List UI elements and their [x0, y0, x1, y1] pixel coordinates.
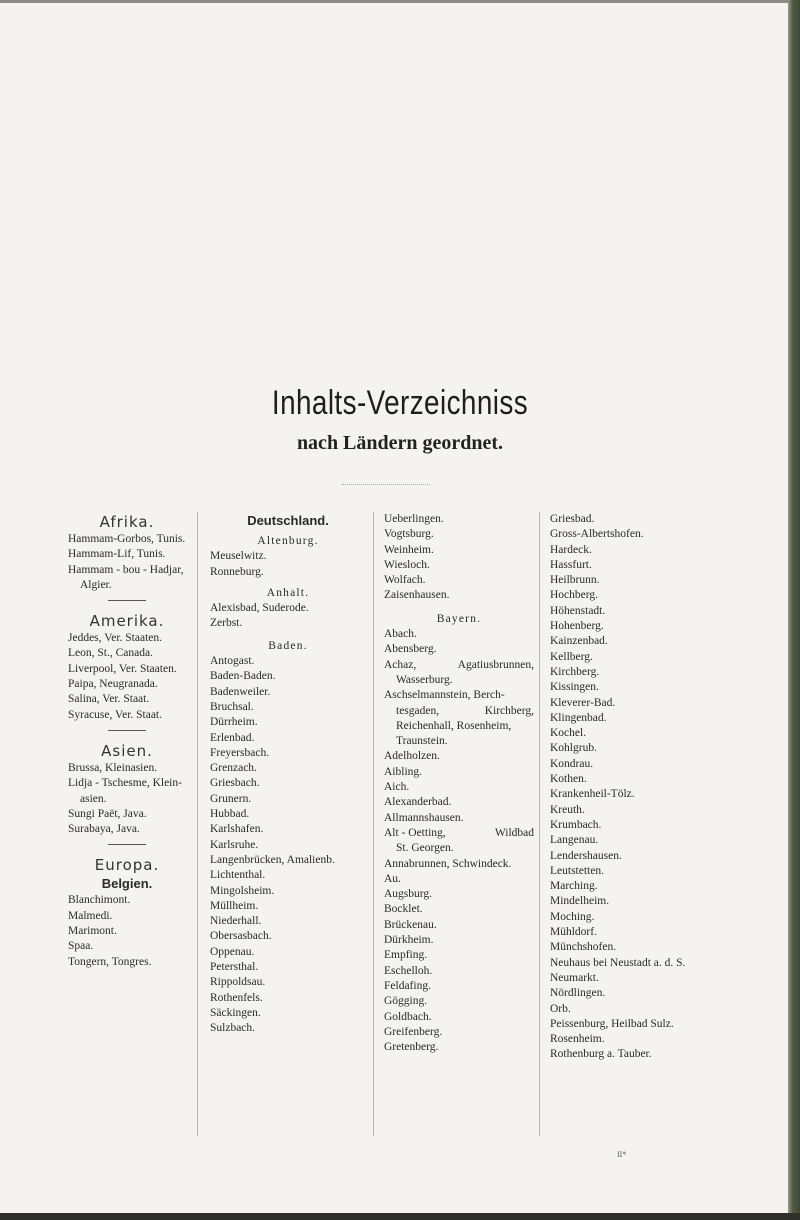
list-item: Antogast. — [210, 655, 255, 668]
list-item: Zaisenhausen. — [384, 589, 450, 602]
list-item: Gretenberg. — [384, 1041, 439, 1054]
page-number: II* — [617, 1150, 627, 1159]
state-heading-altenburg: Altenburg. — [257, 535, 319, 547]
list-item: Moching. — [550, 910, 595, 923]
list-item: Karlsruhe. — [210, 838, 259, 851]
list-item: Feldafing. — [384, 979, 431, 992]
region-heading-asien: Asien. — [101, 741, 153, 760]
list-item: Hammam-Lif, Tunis. — [68, 548, 166, 561]
list-item: Grenzach. — [210, 762, 257, 775]
list-item: Jeddes, Ver. Staaten. — [68, 632, 163, 645]
list-item: Griesbad. — [550, 513, 595, 525]
list-item: Neuhaus bei Neustadt a. d. S. — [550, 956, 686, 969]
list-item: Augsburg. — [384, 888, 433, 901]
list-item: Hochberg. — [550, 589, 599, 602]
list-item — [384, 658, 534, 673]
list-item: Annabrunnen, Schwindeck. — [384, 857, 512, 870]
list-item: Spaa. — [68, 940, 94, 953]
list-item: Mühldorf. — [550, 926, 597, 939]
list-item: Traunstein. — [396, 735, 448, 748]
list-item: Blanchimont. — [68, 894, 131, 907]
list-item: Bocklet. — [384, 903, 423, 916]
list-item: Höhenstadt. — [550, 604, 606, 617]
list-item: Säckingen. — [210, 1006, 261, 1019]
list-item: Brussa, Kleinasien. — [68, 761, 158, 774]
list-item: Vogtsburg. — [384, 528, 434, 541]
list-item: Kreuth. — [550, 803, 585, 816]
list-item: Griesbach. — [210, 777, 260, 790]
list-item: Brückenau. — [384, 918, 437, 931]
list-item: Marimont. — [68, 925, 117, 938]
list-item: Langenau. — [550, 834, 599, 847]
list-item: Heilbrunn. — [550, 574, 600, 587]
list-item-part: Kirchberg, — [484, 704, 534, 717]
list-item: Lendershausen. — [550, 849, 622, 862]
list-item-part: Alt - Oetting, — [384, 826, 446, 839]
list-item: Leon, St., Canada. — [68, 647, 153, 660]
list-item: Hammam - bou - Hadjar, — [68, 563, 184, 576]
list-item: Greifenberg. — [384, 1025, 443, 1038]
list-item: Baden-Baden. — [210, 670, 276, 683]
list-item: Salina, Ver. Staat. — [68, 693, 150, 706]
list-item: Alexisbad, Suderode. — [210, 602, 309, 615]
page-title: Inhalts-Verzeichniss — [271, 384, 529, 422]
list-item: Adelholzen. — [384, 750, 440, 763]
list-item: Karlshafen. — [210, 823, 264, 836]
list-item: Goldbach. — [384, 1010, 432, 1023]
column-3 — [384, 512, 534, 1055]
list-item: Wiesloch. — [384, 558, 430, 571]
list-item: Meuselwitz. — [210, 550, 267, 563]
list-item-part: Agatiusbrunnen, — [457, 658, 534, 671]
list-item: Obersasbach. — [210, 930, 272, 943]
column-divider — [539, 512, 540, 1136]
list-item: Algier. — [80, 578, 112, 591]
page-edge-right — [788, 0, 800, 1220]
list-item: Aich. — [384, 781, 410, 794]
list-item: Aschselmannstein, Berch- — [384, 689, 505, 702]
country-heading-deutschland: Deutschland. — [247, 513, 329, 528]
list-item: Kainzenbad. — [550, 635, 608, 648]
state-heading-bayern: Bayern. — [436, 612, 482, 625]
list-item: Kissingen. — [550, 681, 599, 694]
list-item: Wolfach. — [384, 574, 426, 587]
list-item: Petersthal. — [210, 961, 259, 974]
list-item: Marching. — [550, 880, 598, 893]
list-item: Kirchberg. — [550, 665, 600, 678]
column-2 — [210, 512, 366, 1037]
region-heading-amerika: Amerika. — [89, 612, 165, 631]
list-item: Au. — [384, 872, 401, 885]
list-item: Erlenbad. — [210, 731, 255, 744]
page-edge-top — [0, 0, 800, 3]
list-item: Liverpool, Ver. Staaten. — [68, 662, 177, 675]
list-item: Münchshofen. — [550, 941, 617, 954]
section-rule — [108, 600, 146, 601]
list-item: Hammam-Gorbos, Tunis. — [68, 533, 186, 545]
state-heading-anhalt: Anhalt. — [266, 586, 310, 599]
list-item: Gögging. — [384, 995, 428, 1008]
list-item: Sulzbach. — [210, 1022, 256, 1035]
list-item: Alexanderbad. — [384, 796, 452, 809]
list-item: Hardeck. — [550, 543, 592, 556]
page-subtitle: nach Ländern geordnet. — [296, 432, 504, 454]
list-item: Rothenburg a. Tauber. — [550, 1048, 652, 1061]
list-item: Weinheim. — [384, 543, 434, 556]
list-item: Niederhall. — [210, 915, 262, 928]
list-item: Allmannshausen. — [384, 811, 464, 824]
list-item: Peissenburg, Heilbad Sulz. — [550, 1017, 674, 1030]
list-item: Ronneburg. — [210, 565, 264, 578]
list-item: Orb. — [550, 1002, 571, 1015]
list-item: Syracuse, Ver. Staat. — [68, 708, 163, 721]
list-item: Hubbad. — [210, 808, 250, 821]
list-item: Abach. — [384, 628, 417, 641]
list-item: Klingenbad. — [550, 711, 607, 724]
list-item: Sungi Paët, Java. — [68, 807, 147, 820]
list-item: Mindelheim. — [550, 895, 610, 908]
page-edge-bottom — [0, 1213, 800, 1220]
list-item — [384, 826, 534, 841]
column-divider — [197, 512, 198, 1136]
list-item: Abensberg. — [384, 643, 437, 656]
list-item: Oppenau. — [210, 945, 255, 958]
list-item: Hassfurt. — [550, 558, 592, 571]
list-item: Empfing. — [384, 949, 428, 962]
state-heading-baden: Baden. — [268, 639, 308, 652]
title-ornament — [342, 484, 430, 486]
column-1 — [68, 512, 186, 970]
list-item: Ueberlingen. — [384, 513, 444, 525]
column-divider — [373, 512, 374, 1136]
list-item: Freyersbach. — [210, 746, 270, 759]
list-item-part: tesgaden, — [396, 704, 440, 717]
list-item: Grunern. — [210, 792, 252, 805]
column-4 — [550, 512, 716, 1063]
region-heading-afrika: Afrika. — [99, 513, 155, 531]
list-item: Mingolsheim. — [210, 884, 275, 897]
list-item: Krumbach. — [550, 818, 602, 831]
list-item: Paipa, Neugranada. — [68, 678, 158, 691]
list-item: Hohenberg. — [550, 620, 604, 633]
list-item: Langenbrücken, Amalienb. — [210, 853, 335, 866]
list-item — [384, 704, 534, 719]
list-item: Kohlgrub. — [550, 742, 597, 755]
list-item: Krankenheil-Tölz. — [550, 788, 635, 801]
list-item: Bruchsal. — [210, 700, 254, 713]
list-item: Gross-Albertshofen. — [550, 528, 644, 541]
list-item: Surabaya, Java. — [68, 823, 140, 836]
list-item: Dürrheim. — [210, 716, 258, 729]
list-item: Neumarkt. — [550, 971, 599, 984]
section-rule — [108, 730, 146, 731]
list-item-part: Wildbad — [494, 826, 534, 839]
list-item: Kondrau. — [550, 757, 594, 770]
region-heading-europa: Europa. — [94, 856, 160, 875]
list-item: Malmedi. — [68, 909, 113, 922]
list-item: Eschelloh. — [384, 964, 433, 977]
list-item: Kleverer-Bad. — [550, 696, 616, 709]
list-item: Reichenhall, Rosenheim, — [396, 719, 512, 732]
list-item: Kothen. — [550, 773, 587, 786]
list-item: Badenweiler. — [210, 685, 271, 698]
section-rule — [108, 844, 146, 845]
list-item: Lidja - Tschesme, Klein- — [68, 777, 182, 790]
list-item: St. Georgen. — [396, 842, 454, 855]
list-item: Aibling. — [384, 765, 423, 778]
list-item: Rothenfels. — [210, 991, 263, 1004]
list-item: asien. — [80, 792, 107, 805]
list-item: Nördlingen. — [550, 987, 606, 1000]
list-item: Wasserburg. — [396, 673, 453, 686]
list-item: Kochel. — [550, 727, 587, 740]
list-item: Lichtenthal. — [210, 869, 266, 882]
list-item: Zerbst. — [210, 617, 243, 630]
country-heading-belgien: Belgien. — [101, 876, 153, 892]
list-item: Kellberg. — [550, 650, 593, 663]
list-item: Rippoldsau. — [210, 976, 266, 989]
list-item: Müllheim. — [210, 899, 259, 912]
list-item: Dürkheim. — [384, 934, 434, 947]
list-item: Leutstetten. — [550, 864, 604, 877]
list-item: Rosenheim. — [550, 1033, 605, 1046]
list-item: Tongern, Tongres. — [68, 955, 152, 968]
list-item-part: Achaz, — [384, 658, 417, 671]
